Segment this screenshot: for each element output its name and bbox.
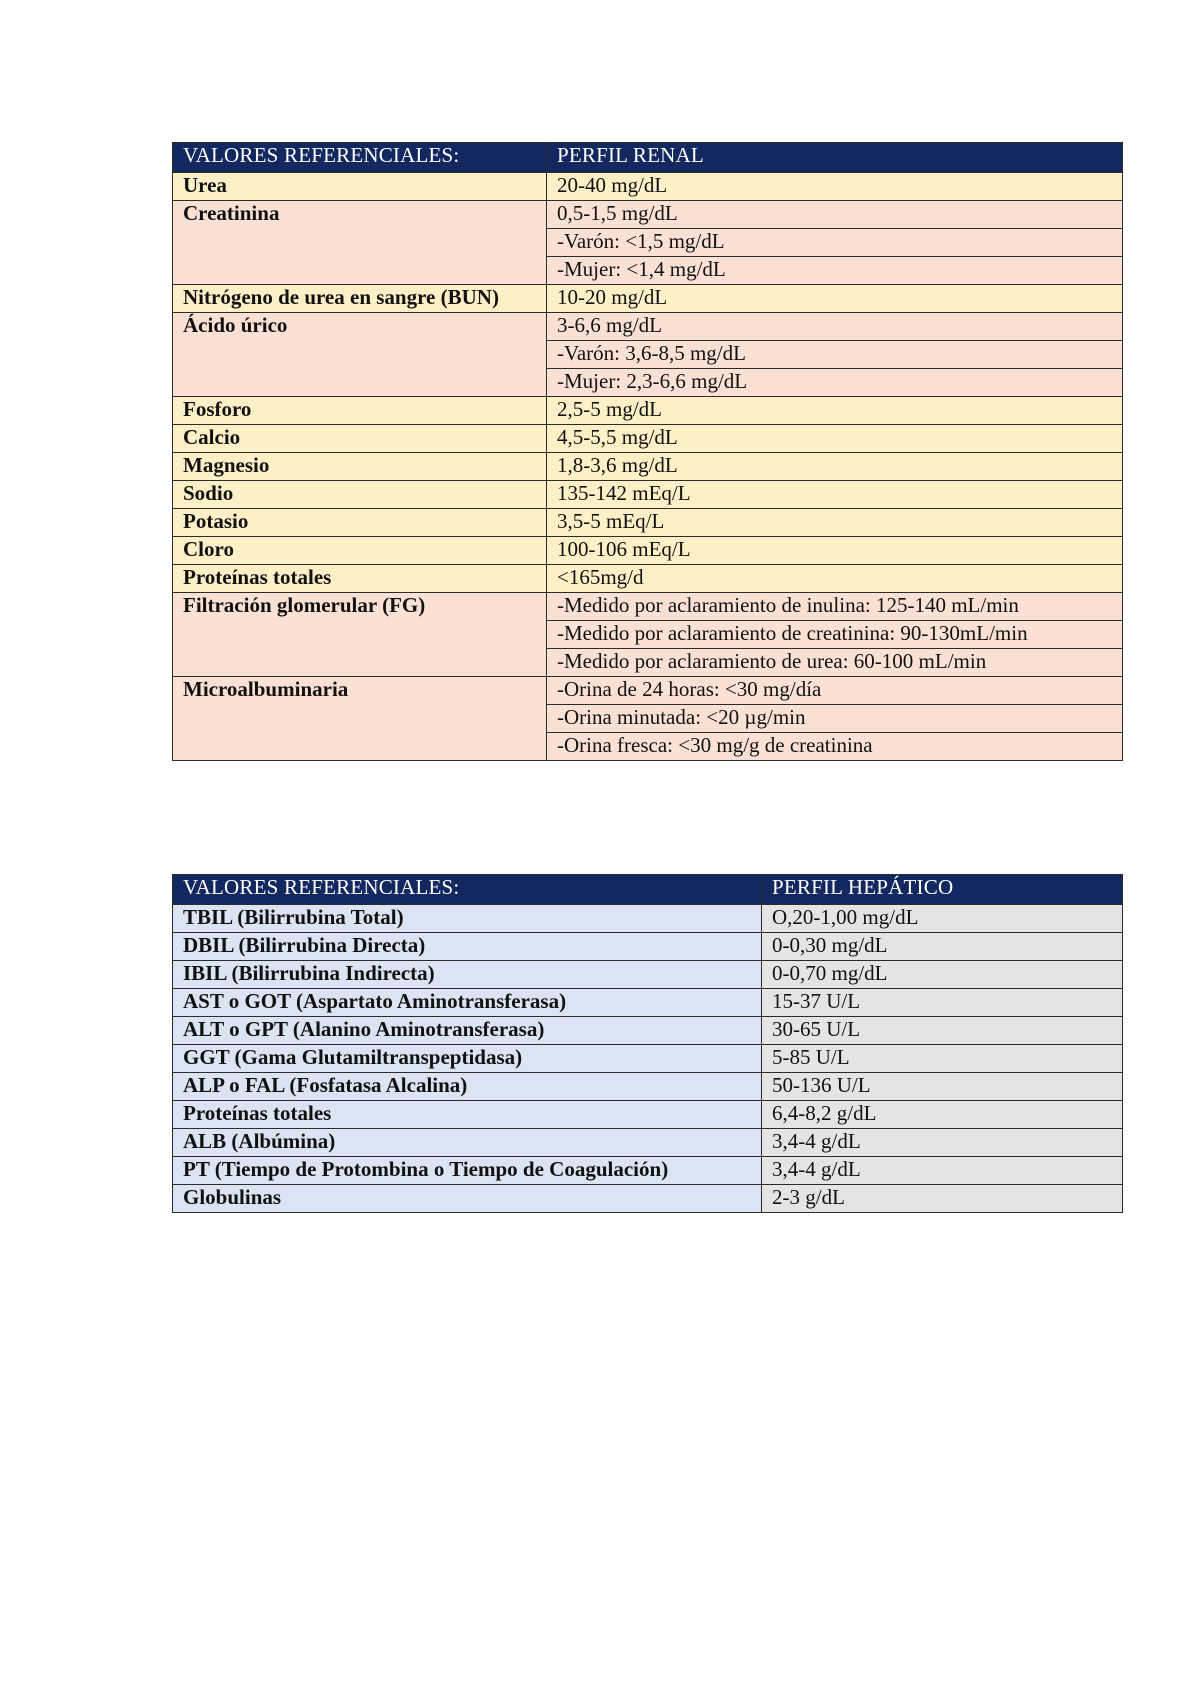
renal-parameter-label: Potasio [173, 509, 547, 537]
hepatic-profile-table [172, 874, 1123, 1213]
renal-reference-value: 1,8-3,6 mg/dL [547, 453, 1123, 481]
table-row [173, 593, 1123, 621]
table-row [173, 1129, 1123, 1157]
renal-reference-value: -Orina de 24 horas: <30 mg/día [547, 677, 1123, 705]
hepatic-reference-value: 3,4-4 g/dL [762, 1157, 1123, 1185]
renal-reference-value: 10-20 mg/dL [547, 285, 1123, 313]
renal-parameter-label: Fosforo [173, 397, 547, 425]
table-row [173, 1017, 1123, 1045]
renal-reference-value: -Medido por aclaramiento de urea: 60-100 mL/min [547, 649, 1123, 677]
table-row [173, 509, 1123, 537]
renal-reference-value: -Orina minutada: <20 µg/min [547, 705, 1123, 733]
hepatic-reference-value: 5-85 U/L [762, 1045, 1123, 1073]
hepatic-reference-value: 6,4-8,2 g/dL [762, 1101, 1123, 1129]
renal-reference-value: 20-40 mg/dL [547, 173, 1123, 201]
renal-reference-value: 0,5-1,5 mg/dL [547, 201, 1123, 229]
renal-reference-value: -Medido por aclaramiento de inulina: 125-140 mL/min [547, 593, 1123, 621]
renal-parameter-label: Microalbuminaria [173, 677, 547, 761]
renal-profile-table [172, 142, 1123, 761]
renal-parameter-label: Filtración glomerular (FG) [173, 593, 547, 677]
table-row [173, 989, 1123, 1017]
hepatic-parameter-label: PT (Tiempo de Protombina o Tiempo de Coagulación) [173, 1157, 762, 1185]
renal-parameter-label: Nitrógeno de urea en sangre (BUN) [173, 285, 547, 313]
hepatic-parameter-label: Globulinas [173, 1185, 762, 1213]
renal-parameter-label: Sodio [173, 481, 547, 509]
hepatic-reference-value: 30-65 U/L [762, 1017, 1123, 1045]
renal-reference-value: 4,5-5,5 mg/dL [547, 425, 1123, 453]
hepatic-reference-value: 0-0,70 mg/dL [762, 961, 1123, 989]
table-row [173, 1157, 1123, 1185]
table-row [173, 1185, 1123, 1213]
renal-reference-value: -Orina fresca: <30 mg/g de creatinina [547, 733, 1123, 761]
table-row [173, 481, 1123, 509]
renal-parameter-label: Proteínas totales [173, 565, 547, 593]
table-row [173, 285, 1123, 313]
renal-parameter-label: Creatinina [173, 201, 547, 285]
hepatic-parameter-label: IBIL (Bilirrubina Indirecta) [173, 961, 762, 989]
table-row [173, 565, 1123, 593]
renal-parameter-label: Ácido úrico [173, 313, 547, 397]
table-row [173, 173, 1123, 201]
renal-reference-value: -Mujer: 2,3-6,6 mg/dL [547, 369, 1123, 397]
hepatic-header-right: PERFIL HEPÁTICO [762, 875, 1123, 905]
table-row [173, 933, 1123, 961]
renal-reference-value: -Varón: 3,6-8,5 mg/dL [547, 341, 1123, 369]
hepatic-reference-value: 3,4-4 g/dL [762, 1129, 1123, 1157]
renal-reference-value: -Varón: <1,5 mg/dL [547, 229, 1123, 257]
hepatic-parameter-label: ALT o GPT (Alanino Aminotransferasa) [173, 1017, 762, 1045]
table-row [173, 201, 1123, 229]
hepatic-parameter-label: DBIL (Bilirrubina Directa) [173, 933, 762, 961]
hepatic-header-row [173, 875, 1123, 905]
table-row [173, 313, 1123, 341]
renal-parameter-label: Cloro [173, 537, 547, 565]
hepatic-reference-value: 0-0,30 mg/dL [762, 933, 1123, 961]
renal-table-body [173, 173, 1123, 761]
table-row [173, 1073, 1123, 1101]
renal-reference-value: -Mujer: <1,4 mg/dL [547, 257, 1123, 285]
table-row [173, 1045, 1123, 1073]
hepatic-parameter-label: Proteínas totales [173, 1101, 762, 1129]
hepatic-reference-value: 2-3 g/dL [762, 1185, 1123, 1213]
renal-reference-value: 3-6,6 mg/dL [547, 313, 1123, 341]
renal-reference-value: -Medido por aclaramiento de creatinina: 90-130mL/min [547, 621, 1123, 649]
table-row [173, 397, 1123, 425]
hepatic-parameter-label: ALP o FAL (Fosfatasa Alcalina) [173, 1073, 762, 1101]
renal-reference-value: 135-142 mEq/L [547, 481, 1123, 509]
table-row [173, 961, 1123, 989]
hepatic-parameter-label: ALB (Albúmina) [173, 1129, 762, 1157]
renal-header-right: PERFIL RENAL [547, 143, 1123, 173]
table-row [173, 453, 1123, 481]
renal-reference-value: 2,5-5 mg/dL [547, 397, 1123, 425]
table-row [173, 677, 1123, 705]
hepatic-reference-value: O,20-1,00 mg/dL [762, 905, 1123, 933]
hepatic-parameter-label: TBIL (Bilirrubina Total) [173, 905, 762, 933]
hepatic-reference-value: 15-37 U/L [762, 989, 1123, 1017]
table-row [173, 537, 1123, 565]
table-row [173, 1101, 1123, 1129]
hepatic-reference-value: 50-136 U/L [762, 1073, 1123, 1101]
renal-reference-value: 3,5-5 mEq/L [547, 509, 1123, 537]
hepatic-table-body [173, 905, 1123, 1213]
renal-reference-value: <165mg/d [547, 565, 1123, 593]
hepatic-parameter-label: AST o GOT (Aspartato Aminotransferasa) [173, 989, 762, 1017]
renal-reference-value: 100-106 mEq/L [547, 537, 1123, 565]
renal-parameter-label: Magnesio [173, 453, 547, 481]
table-row [173, 425, 1123, 453]
renal-header-left: VALORES REFERENCIALES: [173, 143, 547, 173]
renal-parameter-label: Calcio [173, 425, 547, 453]
hepatic-header-left: VALORES REFERENCIALES: [173, 875, 762, 905]
renal-header-row [173, 143, 1123, 173]
table-row [173, 905, 1123, 933]
renal-parameter-label: Urea [173, 173, 547, 201]
hepatic-parameter-label: GGT (Gama Glutamiltranspeptidasa) [173, 1045, 762, 1073]
